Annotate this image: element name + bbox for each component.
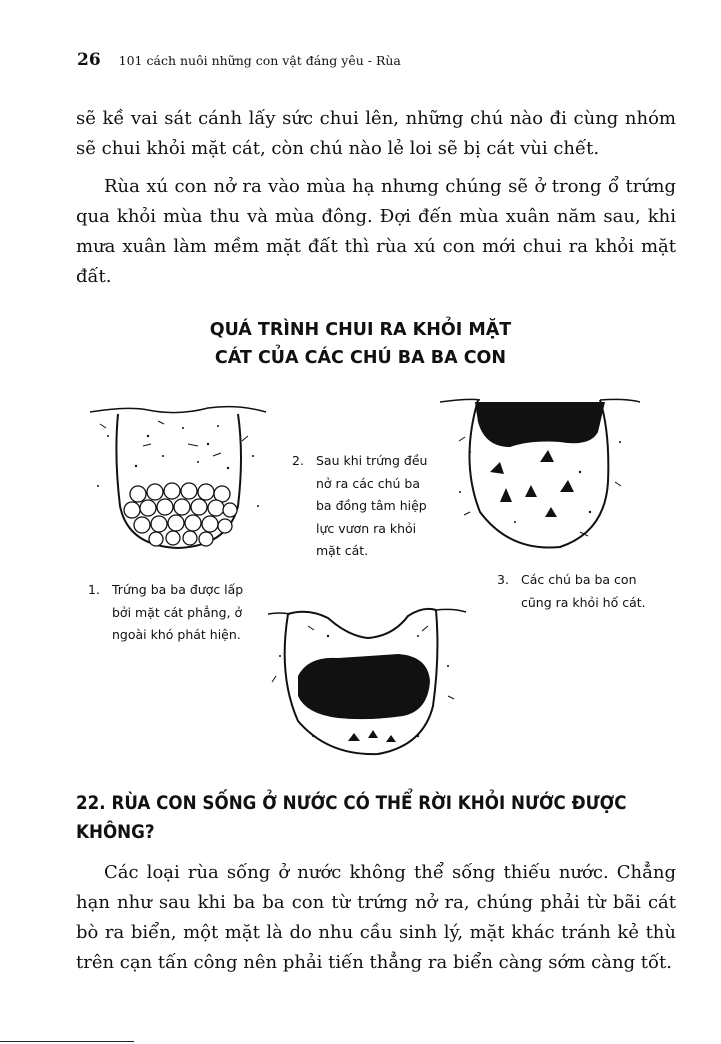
caption-step-number: 1. xyxy=(88,582,100,597)
figure-title-line: CÁT CỦA CÁC CHÚ BA BA CON xyxy=(214,348,507,368)
caption-step-text: Sau khi trứng đều nở ra các chú ba ba đồng tâm hiệp lực vươn ra khỏi mặt cát. xyxy=(316,453,428,558)
section-paragraph: Các loại rùa sống ở nước không thể sống thiếu nước. Chẳng hạn như sau khi ba ba con từ trứng nở ra, chúng phải từ bãi cát bò ra biển, một mặt là do nhu cầu sinh lý, mặt khác tránh kẻ thù trên cạn tấn công nên phải tiến thẳng ra biển càng sớm càng tốt. xyxy=(76,862,676,973)
caption-step-2 xyxy=(292,450,428,563)
body-paragraph: Rùa xú con nở ra vào mùa hạ nhưng chúng sẽ ở trong ổ trứng qua khỏi mùa thu và mùa đông. Đợi đến mùa xuân năm sau, khi mưa xuân làm mềm mặt đất thì rùa xú con mới chui ra khỏi mặt đất. xyxy=(76,176,676,287)
body-paragraph: sẽ kề vai sát cánh lấy sức chui lên, những chú nào đi cùng nhóm sẽ chui khỏi mặt cát, còn chú nào lẻ loi sẽ bị cát vùi chết. xyxy=(76,108,676,159)
page-number: 26 xyxy=(77,50,101,70)
figure-title-line: QUÁ TRÌNH CHUI RA KHỎI MẶT xyxy=(209,320,512,340)
footnote-rule xyxy=(0,1041,134,1042)
caption-step-1 xyxy=(88,579,250,647)
caption-step-text: Trứng ba ba được lấp bởi mặt cát phẳng, ở ngoài khó phát hiện. xyxy=(112,582,244,642)
section-title xyxy=(76,789,627,847)
caption-step-text: Các chú ba ba con cũng ra khỏi hố cát. xyxy=(521,572,646,610)
caption-step-number: 3. xyxy=(497,572,509,587)
caption-step-3 xyxy=(497,569,651,614)
section-title-text: 22. RÙA CON SỐNG Ở NƯỚC CÓ THỂ RỜI KHỎI NƯỚC ĐƯỢC KHÔNG? xyxy=(76,792,627,843)
page-header xyxy=(77,50,677,70)
running-title: 101 cách nuôi những con vật đáng yêu - Rùa xyxy=(118,53,401,68)
figure-title xyxy=(0,316,721,372)
egg-pit-illustration xyxy=(88,396,268,566)
hatchlings-leaving-illustration xyxy=(268,596,468,766)
hatchlings-emerging-illustration xyxy=(440,392,640,562)
caption-step-number: 2. xyxy=(292,453,304,468)
